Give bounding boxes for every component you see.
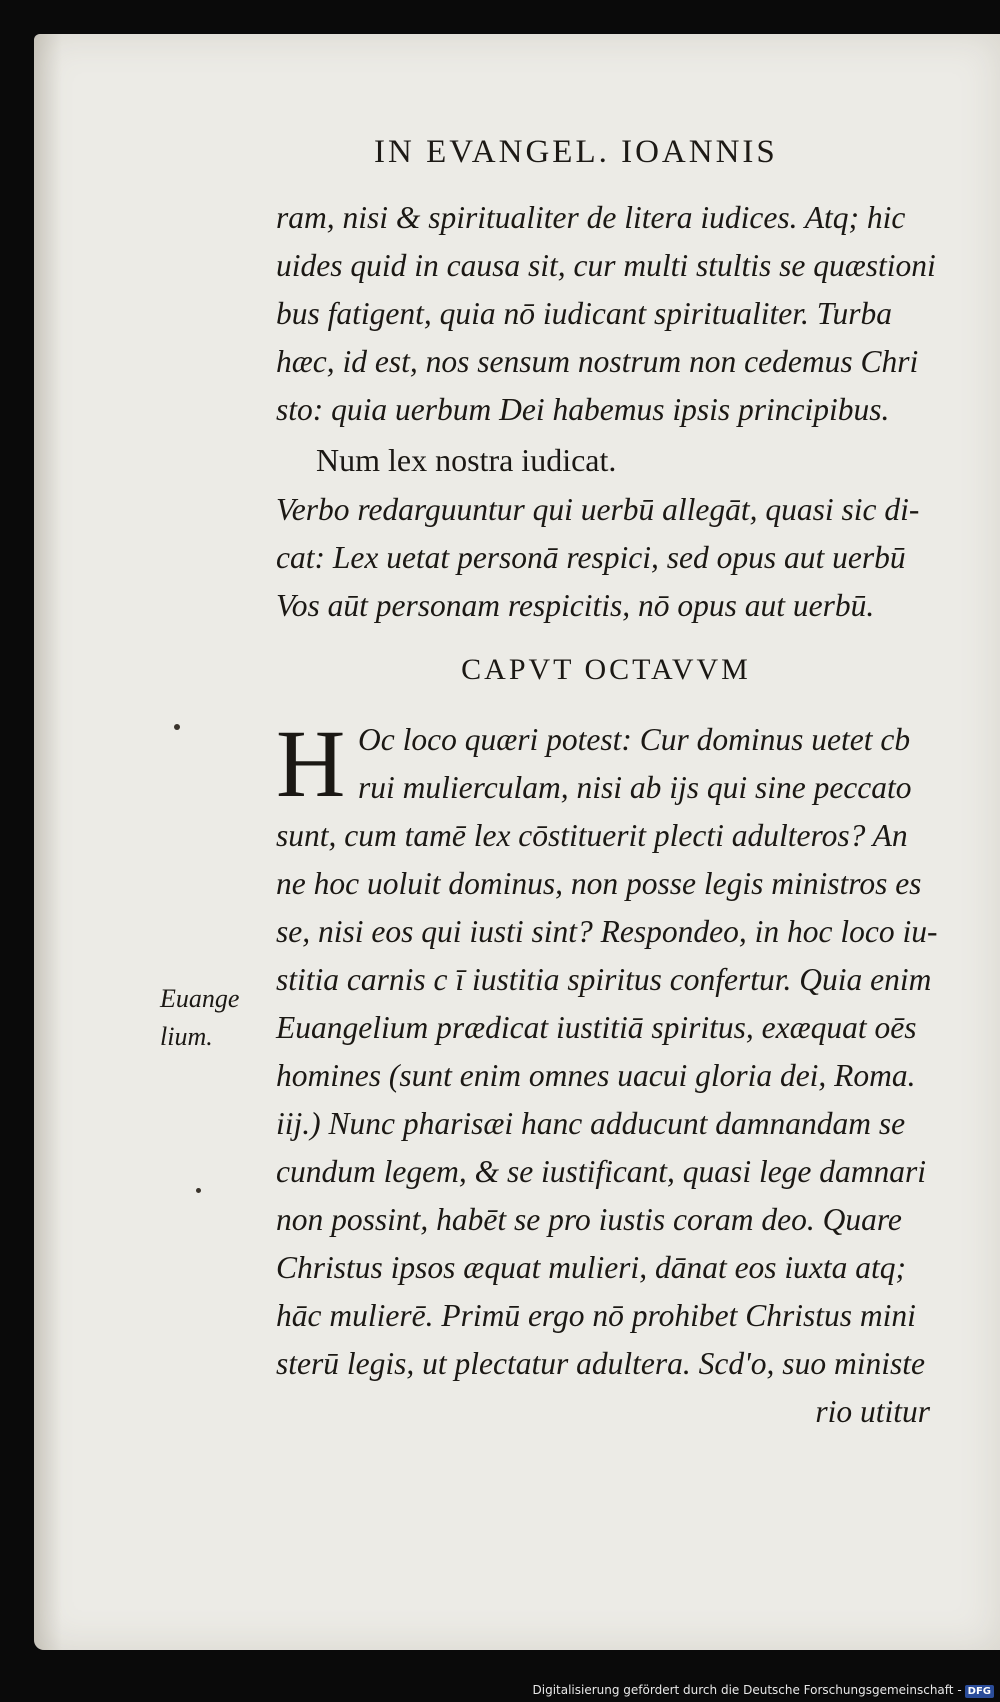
digitization-credit	[533, 1683, 995, 1698]
text-line: stitia carnis c ī iustitia spiritus confertur. Quia enim	[276, 962, 932, 997]
chapter-title: CAPVT OCTAVVM	[461, 653, 751, 686]
credit-text: Digitalisierung gefördert durch die Deutsche Forschungsgemeinschaft -	[532, 1683, 962, 1697]
running-head: IN EVANGEL. IOANNIS	[374, 134, 778, 170]
text-line: se, nisi eos qui iusti sint? Respondeo, in hoc loco iu-	[276, 914, 938, 949]
catchword: rio utitur	[815, 1394, 930, 1429]
text-line: non possint, habēt se pro iustis coram deo. Quare	[276, 1202, 902, 1237]
text-line: uides quid in causa sit, cur multi stultis se quæstioni	[276, 248, 936, 283]
text-line: hāc mulierē. Primū ergo nō prohibet Christus mini	[276, 1298, 916, 1333]
text-line: Verbo redarguuntur qui uerbū allegāt, quasi sic di-	[276, 492, 920, 527]
ink-speck	[174, 724, 180, 730]
text-line: hæc, id est, nos sensum nostrum non cedemus Chri	[276, 344, 919, 379]
text-line: ne hoc uoluit dominus, non posse legis ministros es	[276, 866, 922, 901]
text-line: iij.) Nunc pharisæi hanc adducunt damnandam se	[276, 1106, 906, 1141]
margin-note-line: Euange	[160, 984, 240, 1013]
text-line: Euangelium prædicat iustitiā spiritus, exæquat oēs	[276, 1010, 917, 1045]
book-page	[34, 34, 1000, 1650]
text-line: sunt, cum tamē lex cōstituerit plecti adulteros? An	[276, 818, 908, 853]
dfg-logo: DFG	[965, 1685, 994, 1698]
text-line: bus fatigent, quia nō iudicant spiritualiter. Turba	[276, 296, 893, 331]
text-line: Oc loco quæri potest: Cur dominus uetet cb	[358, 722, 911, 757]
text-line: homines (sunt enim omnes uacui gloria dei, Roma.	[276, 1058, 916, 1093]
main-text	[276, 194, 976, 1436]
text-line: ram, nisi & spiritualiter de litera iudices. Atq; hic	[276, 200, 906, 235]
text-line: Christus ipsos æquat mulieri, dānat eos iuxta atq;	[276, 1250, 907, 1285]
text-line: cat: Lex uetat personā respici, sed opus aut uerbū	[276, 540, 906, 575]
text-line: sterū legis, ut plectatur adultera. Scd'o, suo ministe	[276, 1346, 925, 1381]
text-line: rui mulierculam, nisi ab ijs qui sine peccato	[358, 770, 912, 805]
text-line: sto: quia uerbum Dei habemus ipsis principibus.	[276, 392, 890, 427]
text-line: Vos aūt personam respicitis, nō opus aut uerbū.	[276, 588, 875, 623]
ink-speck	[196, 1188, 201, 1193]
text-line: cundum legem, & se iustificant, quasi lege damnari	[276, 1154, 927, 1189]
margin-note	[160, 980, 239, 1056]
drop-capital: H	[276, 710, 346, 817]
section-heading: Num lex nostra iudicat.	[316, 442, 617, 478]
chapter-opening	[276, 710, 976, 817]
margin-note-line: lium.	[160, 1022, 213, 1051]
